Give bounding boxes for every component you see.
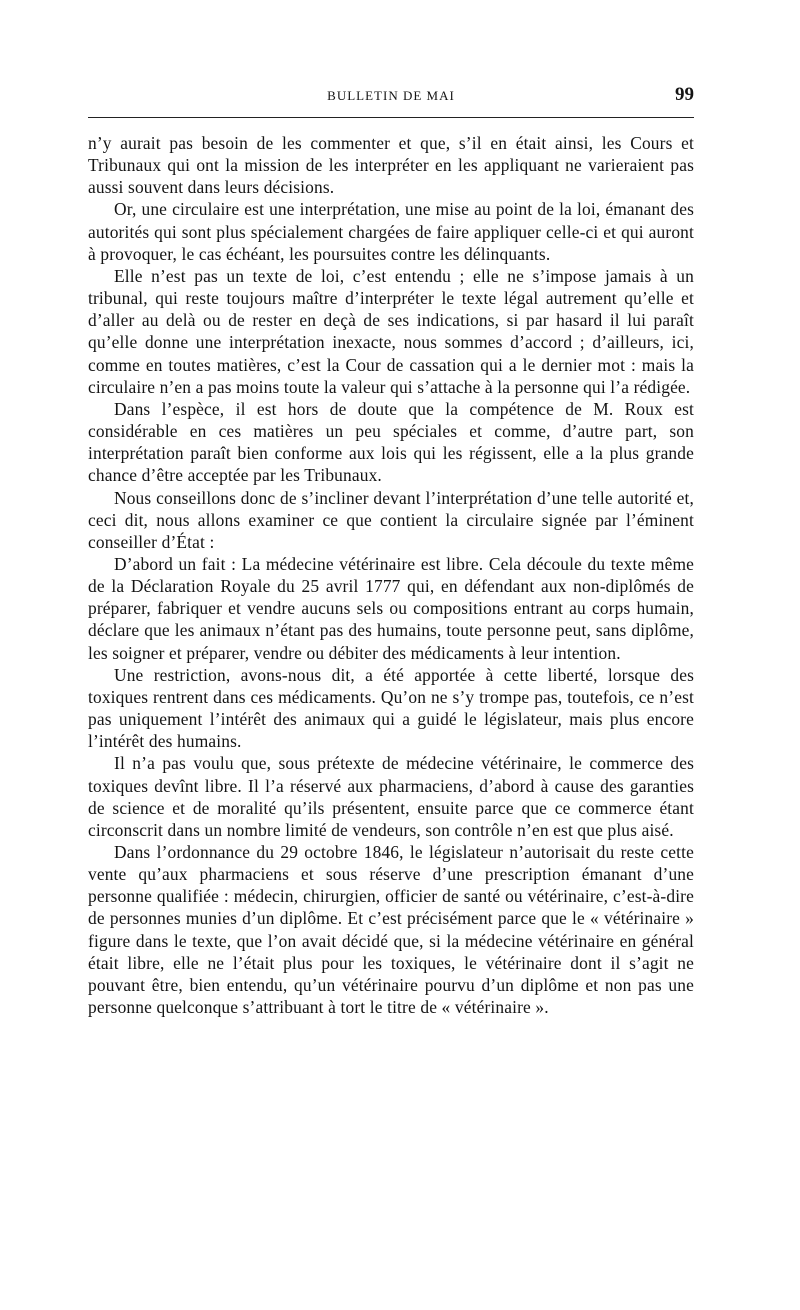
paragraph: Une restriction, avons-nous dit, a été apportée à cette liberté, lorsque des toxiques rentrent dans ces médicaments. Qu’on ne s’y trompe pas, toutefois, ce n’est pas uniquement l’intérêt des animaux qui a guidé le législateur, mais plus encore l’intérêt des humains. bbox=[88, 664, 694, 752]
paragraph: D’abord un fait : La médecine vétérinaire est libre. Cela découle du texte même de la Déclaration Royale du 25 avril 1777 qui, en défendant aux non-diplômés de préparer, fabriquer et vendre aucuns sels ou compositions entrant au corps humain, déclare que les animaux n’étant pas des humains, toute personne peut, sans diplôme, les soigner et préparer, vendre ou débiter des médicaments à leur intention. bbox=[88, 553, 694, 663]
paragraph: Elle n’est pas un texte de loi, c’est entendu ; elle ne s’impose jamais à un tribunal, qui reste toujours maître d’interpréter le texte légal autrement qu’elle et d’aller au delà ou de rester en deçà de ses indications, si par hasard il lui paraît qu’elle donne une interprétation inexacte, nous sommes d’accord ; d’ailleurs, ici, comme en toutes matières, c’est la Cour de cassation qui a le dernier mot : mais la circulaire n’en a pas moins toute la valeur qui s’attache à la personne qui l’a rédigée. bbox=[88, 265, 694, 397]
paragraph: Dans l’espèce, il est hors de doute que la compétence de M. Roux est considérable en ces matières un peu spéciales et comme, d’autre part, son interprétation paraît bien conforme aux lois qui les régissent, elle a la plus grande chance d’être acceptée par les Tribunaux. bbox=[88, 398, 694, 486]
page-number: 99 bbox=[675, 84, 694, 105]
paragraph: Dans l’ordonnance du 29 octobre 1846, le législateur n’autorisait du reste cette vente qu’aux pharmaciens et sous réserve d’une prescription émanant d’une personne qualifiée : médecin, chirurgien, officier de santé ou vétérinaire, c’est-à-dire de personnes munies d’un diplôme. Et c’est précisément parce que le « vétérinaire » figure dans le texte, que l’on avait décidé que, si la médecine vétérinaire en général était libre, elle ne l’était plus pour les toxiques, le vétérinaire dont il s’agit ne pouvant être, bien entendu, qu’un vétérinaire pourvu d’un diplôme et non pas une personne quelconque s’attribuant à tort le titre de « vétérinaire ». bbox=[88, 842, 694, 1018]
paragraph: n’y aurait pas besoin de les commenter et que, s’il en était ainsi, les Cours et Tribunaux qui ont la mission de les interpréter en les appliquant ne varieraient pas aussi souvent dans leurs décisions. bbox=[88, 133, 694, 198]
paragraph: Nous conseillons donc de s’incliner devant l’interprétation d’une telle autorité et, ceci dit, nous allons examiner ce que contient la circulaire signée par l’éminent conseiller d’État : bbox=[88, 487, 694, 552]
paragraph: Il n’a pas voulu que, sous prétexte de médecine vétérinaire, le commerce des toxiques devînt libre. Il l’a réservé aux pharmaciens, d’abord à cause des garanties de science et de moralité qu’ils présentent, ensuite parce que ce commerce étant circonscrit dans un nombre limité de vendeurs, son contrôle n’en est que plus aisé. bbox=[88, 753, 694, 840]
running-head bbox=[88, 86, 694, 110]
header-rule bbox=[88, 117, 694, 118]
body-text bbox=[88, 132, 694, 1018]
running-title: BULLETIN DE MAI bbox=[327, 88, 455, 103]
paragraph: Or, une circulaire est une interprétation, une mise au point de la loi, émanant des autorités qui sont plus spécialement chargées de faire appliquer celle-ci et qui auront à provoquer, le cas échéant, les poursuites contre les délinquants. bbox=[88, 199, 694, 264]
